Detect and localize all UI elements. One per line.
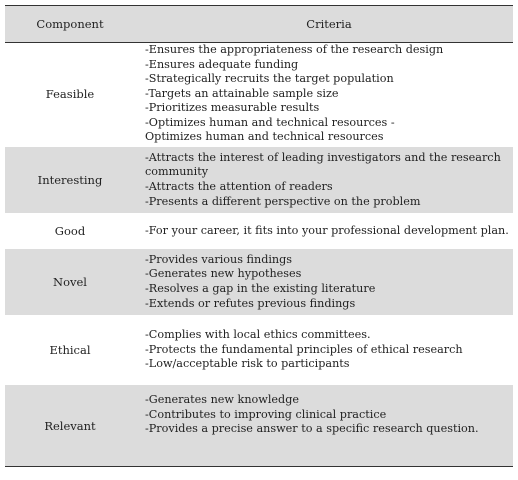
criteria-item: -Protects the fundamental principles of ethical research <box>145 342 463 356</box>
criteria-item: -Generates new hypotheses <box>145 267 302 281</box>
criteria-item: -Optimizes human and technical resources -Optimizes human and technical resources <box>145 115 395 144</box>
table-bottom-rule <box>5 466 513 467</box>
table-row <box>5 147 513 213</box>
criteria-item: -Presents a different perspective on the problem <box>145 194 421 208</box>
table-row <box>5 214 513 248</box>
component-cell: Relevant <box>44 418 96 433</box>
criteria-item: -For your career, it fits into your professional development plan. <box>145 223 509 237</box>
criteria-item: -Provides a precise answer to a specific research question. <box>145 422 479 436</box>
component-cell: Good <box>54 224 86 238</box>
criteria-item: -Ensures the appropriateness of the research design <box>145 42 444 56</box>
component-cell: Novel <box>53 275 87 289</box>
component-cell: Ethical <box>49 343 91 357</box>
criteria-cell <box>145 385 509 466</box>
criteria-cell <box>145 214 509 248</box>
table-row <box>5 316 513 384</box>
table-header <box>5 5 513 43</box>
criteria-item: -Complies with local ethics committees. <box>145 328 371 342</box>
criteria-cell <box>145 316 509 384</box>
criteria-item: -Attracts the attention of readers <box>145 180 333 193</box>
criteria-cell <box>145 42 509 146</box>
table-row <box>5 42 513 146</box>
criteria-item: -Contributes to improving clinical practice <box>145 407 387 421</box>
criteria-cell <box>145 147 509 213</box>
component-cell: Feasible <box>45 87 95 101</box>
header-criteria: Criteria <box>306 17 352 31</box>
component-cell: Interesting <box>37 173 103 187</box>
header-component: Component <box>36 17 104 31</box>
table-row <box>5 249 513 315</box>
criteria-item: -Low/acceptable risk to participants <box>145 357 350 371</box>
criteria-item: -Prioritizes measurable results <box>145 101 320 115</box>
criteria-cell <box>145 249 509 315</box>
criteria-item: -Resolves a gap in the existing literature <box>145 282 376 295</box>
criteria-item: -Generates new knowledge <box>145 393 299 406</box>
criteria-item: -Extends or refutes previous findings <box>145 296 356 310</box>
criteria-item: -Provides various findings <box>145 252 293 266</box>
criteria-item: -Strategically recruits the target population <box>145 72 394 86</box>
criteria-item: -Ensures adequate funding <box>145 57 299 71</box>
table-row <box>5 385 513 466</box>
criteria-item: -Targets an attainable sample size <box>145 86 339 100</box>
criteria-item: -Attracts the interest of leading investigators and the research community <box>145 150 501 179</box>
